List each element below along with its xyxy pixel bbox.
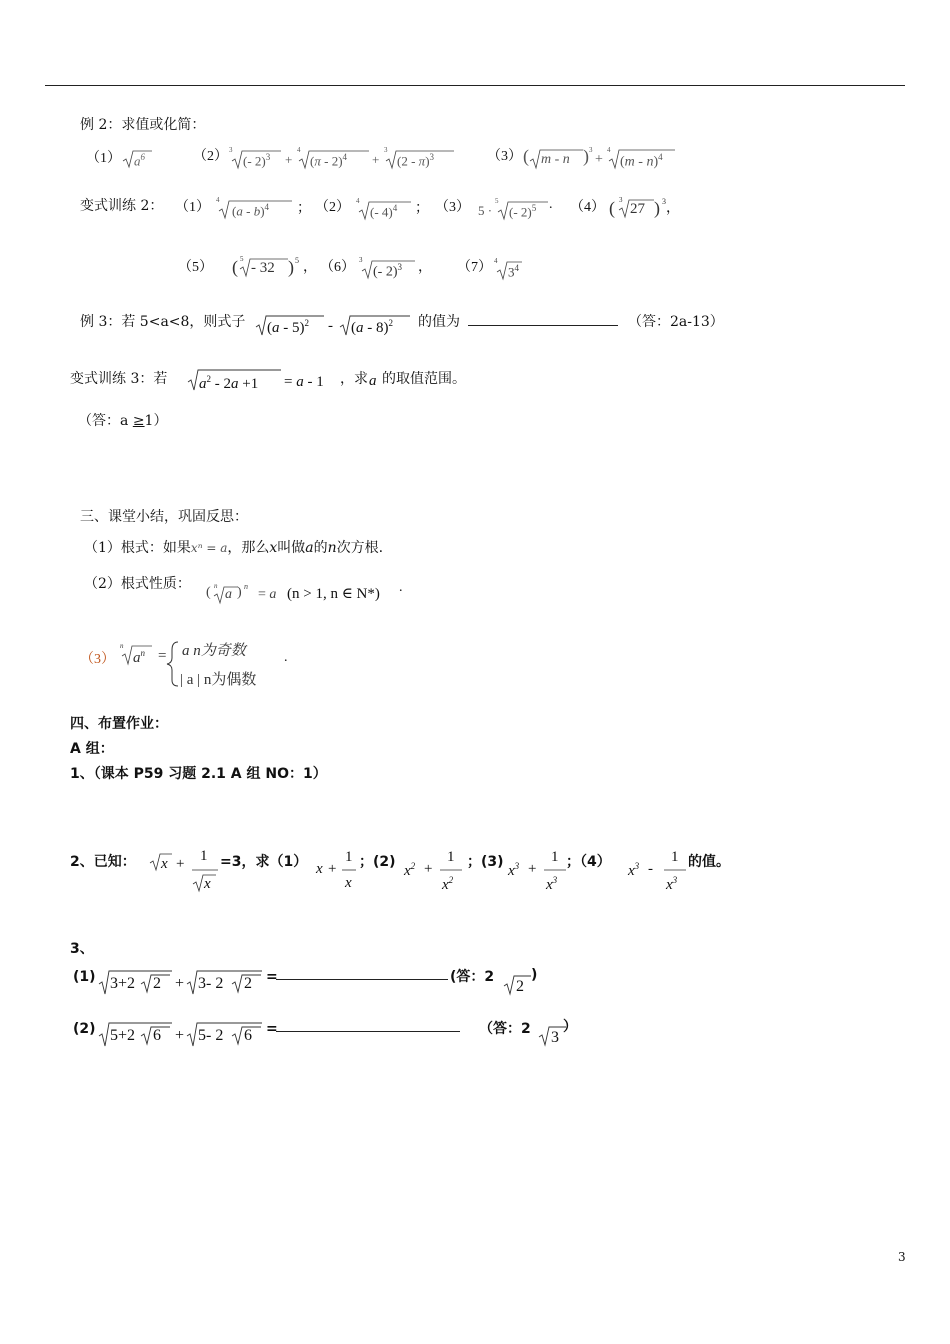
ex2-num-1: （1） [86, 151, 121, 166]
homework-q3-2-num: (2) [73, 1021, 96, 1037]
homework-q2-post: 的值。 [688, 854, 730, 870]
summary-title: 三、课堂小结，巩固反思： [80, 509, 248, 525]
summary-p1 [84, 539, 383, 557]
drill2-sep-3: . [549, 197, 553, 212]
drill2-num-3: （3） [435, 200, 470, 215]
homework-group: A 组： [70, 741, 114, 757]
header-rule [45, 85, 905, 86]
page-number: 3 [898, 1250, 906, 1264]
summary-p3-num: （3） [80, 652, 115, 667]
drill2-num-7: （7） [457, 260, 492, 275]
homework-q2-sep1: ；(2) [359, 854, 396, 870]
drill2-label: 变式训练 2： [80, 198, 164, 214]
drill2-sep-2: ； [415, 201, 429, 216]
summary-p1-mid: ，那么 [227, 540, 270, 556]
summary-p3-post: . [284, 650, 288, 665]
drill2-sep-1: ； [297, 201, 311, 216]
homework-q3-1-close: ) [531, 967, 538, 983]
example3-suffix: 的值为 [418, 314, 460, 330]
drill2-num-4: （4） [570, 200, 605, 215]
drill2-num-6: （6） [320, 260, 355, 275]
ex2-num-2: （2） [193, 149, 228, 164]
summary-p1-post: 次方根. [336, 540, 384, 556]
summary-p1-expr: xⁿ = a [190, 541, 228, 555]
drill3-answer [78, 412, 167, 430]
ex2-num-3: （3） [487, 149, 522, 164]
drill2-sep-6: ， [418, 260, 432, 275]
drill3-answer-sym: ≥ [132, 413, 145, 429]
drill3-answer-post: 1） [144, 413, 168, 429]
summary-p2-pre: （2）根式性质： [84, 576, 191, 592]
summary-p1-a: a [305, 540, 314, 556]
summary-p1-mid3: 的 [313, 540, 328, 556]
example3-prefix: 例 3：若 5<a<8，则式子 [80, 314, 246, 330]
homework-q3-1-ans: (答：2 [450, 969, 495, 985]
homework-q3-2-eq: = [266, 1021, 278, 1037]
homework-q3-2-blank[interactable] [276, 1019, 460, 1037]
drill3-prefix: 变式训练 3：若 [70, 371, 168, 387]
summary-p1-mid2: 叫做 [277, 540, 306, 556]
drill2-sep-5: ， [303, 260, 317, 275]
homework-q2-sep3: ；（4） [566, 854, 611, 870]
drill2-sep-4: ， [666, 201, 680, 216]
homework-q3-2-close: ） [563, 1019, 577, 1035]
summary-p2-cond: (n > 1, n ∈ N*) [287, 586, 380, 602]
homework-q3-2-ans: （答：2 [479, 1021, 531, 1037]
drill3-var: a [369, 373, 377, 389]
homework-title: 四、布置作业： [70, 716, 168, 732]
homework-q3-1-blank[interactable] [276, 967, 448, 985]
summary-p1-n: n [327, 540, 337, 556]
drill3-answer-pre: （答：a [78, 413, 129, 429]
example2-label: 例 2：求值或化简： [80, 117, 206, 133]
homework-q2-cond: =3，求（1） [220, 854, 308, 870]
summary-p3-case1: a n为奇数 [182, 643, 246, 659]
homework-q2-sep2: ；(3) [467, 854, 504, 870]
drill3-mid: ，求 [340, 371, 368, 387]
homework-q1: 1、（课本 P59 习题 2.1 A 组 NO：1） [70, 766, 327, 782]
drill3-suffix: 的取值范围。 [382, 371, 466, 387]
summary-p1-x: x [269, 540, 278, 556]
example3-blank[interactable] [468, 313, 618, 331]
homework-q3: 3、 [70, 941, 94, 957]
example3-answer: （答：2a-13） [628, 314, 724, 330]
homework-q3-1-eq: = [266, 969, 278, 985]
summary-p1-pre: （1）根式：如果 [84, 540, 191, 556]
drill2-num-5: （5） [178, 260, 213, 275]
summary-p2-post: . [399, 580, 403, 595]
drill2-num-1: （1） [175, 200, 210, 215]
summary-p3-case2: | a | n为偶数 [180, 672, 257, 688]
drill2-num-2: （2） [315, 200, 350, 215]
homework-q2-pre: 2、已知： [70, 854, 136, 870]
homework-q3-1-num: (1) [73, 969, 96, 985]
